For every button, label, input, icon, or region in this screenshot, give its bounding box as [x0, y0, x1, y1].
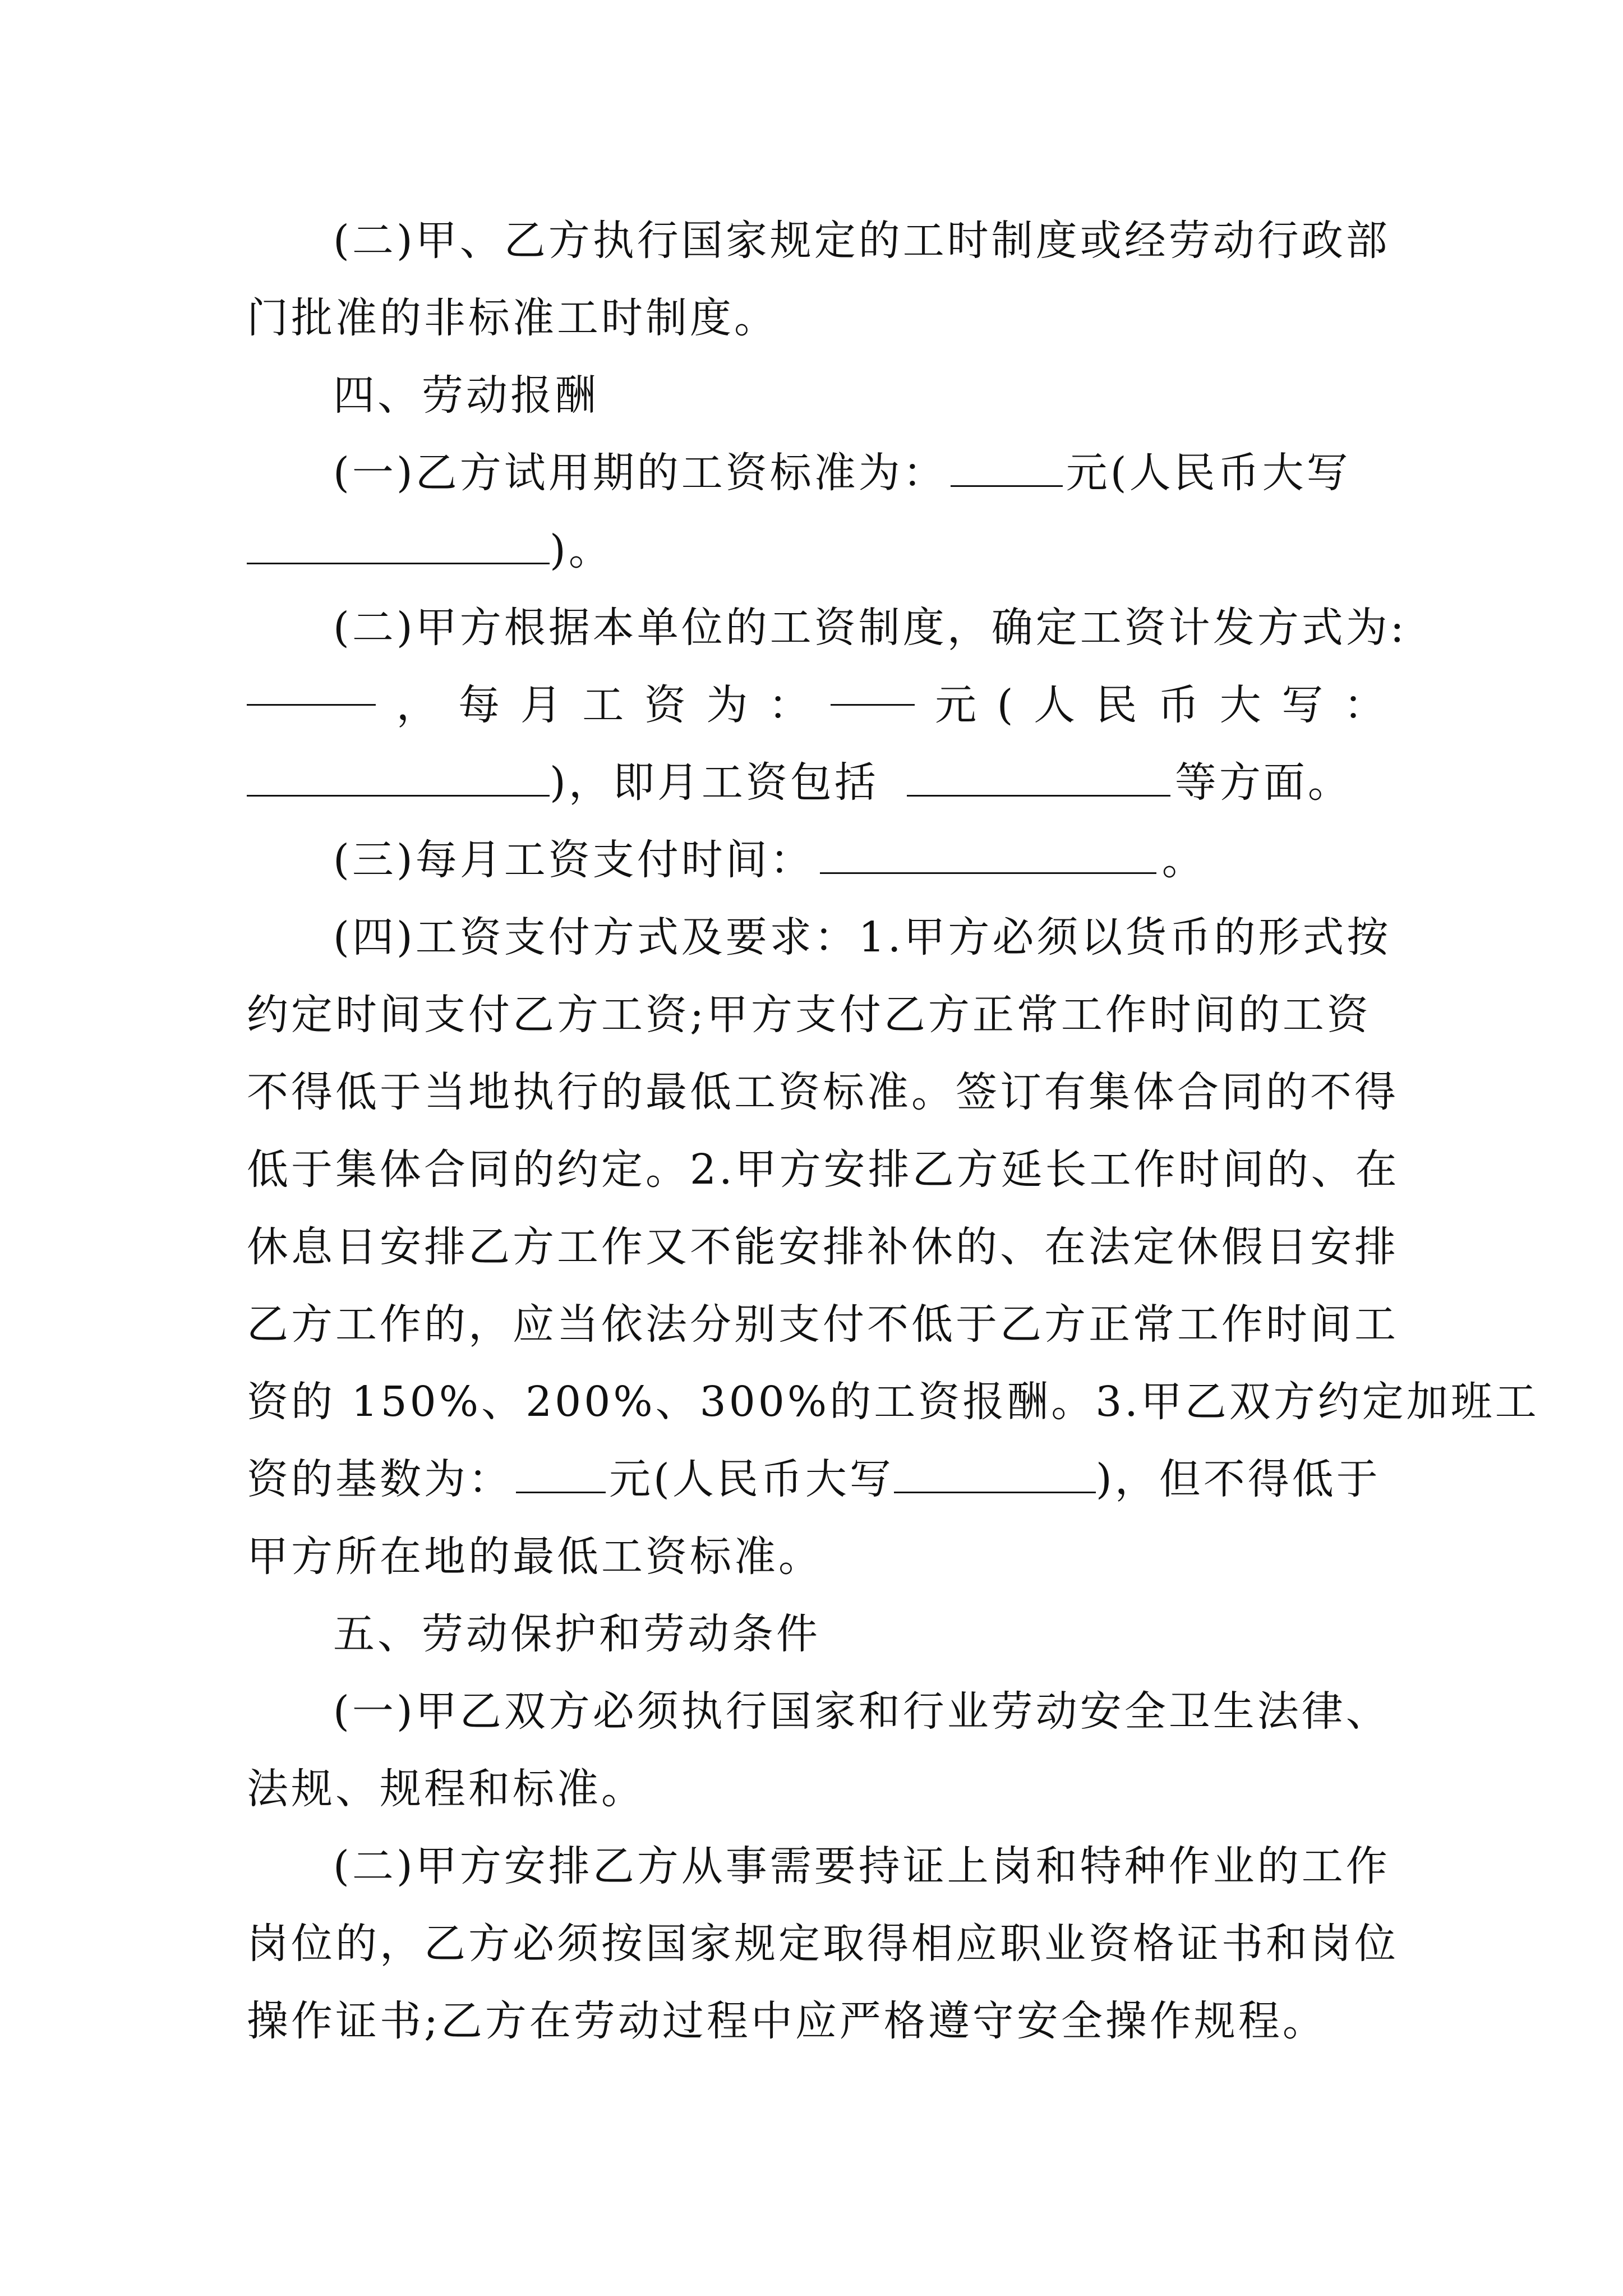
text-run: )。 — [550, 526, 613, 574]
paragraph-line — [247, 821, 1385, 899]
text-run: ： — [1343, 681, 1385, 729]
text-run: 元(人民币大写 — [1066, 449, 1351, 497]
text-run: ， — [396, 681, 438, 729]
justified-line — [247, 666, 1385, 744]
text-run: 写 — [1281, 681, 1324, 729]
text-run: 月 — [520, 681, 562, 729]
paragraph-line: 不得低于当地执行的最低工资标准。签订有集体合同的不得 — [247, 1068, 1399, 1116]
paragraph-line: 低于集体合同的约定。2.甲方安排乙方延长工作时间的、在 — [247, 1145, 1400, 1194]
paragraph-line: (二)甲方根据本单位的工资制度，确定工资计发方式为: — [333, 604, 1407, 652]
document-body — [247, 202, 1539, 2060]
paragraph-line: 乙方工作的，应当依法分别支付不低于乙方正常工作时间工 — [247, 1300, 1399, 1349]
fill-in-blank — [951, 448, 1063, 487]
fill-in-blank — [516, 1454, 606, 1493]
fill-in-blank — [247, 757, 550, 797]
text-run: )，即月工资包括 — [550, 758, 879, 807]
fill-in-blank — [247, 525, 550, 564]
text-run: (一)乙方试用期的工资标准为： — [333, 449, 947, 497]
fill-in-blank — [820, 835, 1156, 874]
paragraph-line: (二)甲、乙方执行国家规定的工时制度或经劳动行政部 — [333, 217, 1390, 265]
text-run: 为 — [706, 681, 748, 729]
text-run: 大 — [1219, 681, 1261, 729]
fill-in-blank — [831, 666, 915, 706]
fill-in-blank — [907, 757, 1170, 797]
text-run: 资 — [644, 681, 686, 729]
text-run: 资的基数为： — [247, 1455, 513, 1503]
text-run: 工 — [582, 681, 624, 729]
text-run: 元(人民币大写 — [609, 1455, 894, 1503]
text-run: 民 — [1095, 681, 1137, 729]
text-run: 。 — [1161, 836, 1206, 884]
paragraph-line — [247, 1441, 1385, 1518]
text-run: (三)每月工资支付时间： — [333, 836, 814, 884]
text-run: 等方面。 — [1174, 758, 1352, 807]
text-run: 币 — [1158, 681, 1200, 729]
paragraph-line: 岗位的，乙方必须按国家规定取得相应职业资格证书和岗位 — [247, 1920, 1399, 1968]
paragraph-line — [247, 744, 1385, 821]
text-run: 每 — [458, 681, 500, 729]
paragraph-line: 资的 150%、200%、300%的工资报酬。3.甲乙双方约定加班工 — [247, 1378, 1539, 1426]
paragraph-line: 法规、规程和标准。 — [247, 1765, 645, 1813]
paragraph-line: 门批准的非标准工时制度。 — [247, 294, 778, 342]
paragraph-line — [247, 434, 1385, 512]
paragraph-line: (一)甲乙双方必须执行国家和行业劳动安全卫生法律、 — [333, 1687, 1390, 1736]
text-run: 元 — [935, 681, 977, 729]
paragraph-line: 操作证书;乙方在劳动过程中应严格遵守安全操作规程。 — [247, 1997, 1327, 2045]
text-run: )，但不得低于 — [1095, 1455, 1381, 1503]
section-heading: 四、劳动报酬 — [333, 371, 599, 420]
text-run: ( — [997, 681, 1013, 729]
text-run: ： — [768, 681, 810, 729]
fill-in-blank — [894, 1454, 1096, 1493]
paragraph-line: 约定时间支付乙方工资;甲方支付乙方正常工作时间的工资 — [247, 991, 1371, 1039]
fill-in-blank — [247, 666, 376, 706]
paragraph-line: (四)工资支付方式及要求：1.甲方必须以货币的形式按 — [333, 913, 1391, 961]
paragraph-line: 甲方所在地的最低工资标准。 — [247, 1533, 823, 1581]
paragraph-line: 休息日安排乙方工作又不能安排补休的、在法定休假日安排 — [247, 1223, 1399, 1271]
section-heading: 五、劳动保护和劳动条件 — [333, 1610, 820, 1658]
paragraph-line — [247, 512, 1385, 589]
paragraph-line: (二)甲方安排乙方从事需要持证上岗和特种作业的工作 — [333, 1842, 1390, 1890]
text-run: 人 — [1034, 681, 1076, 729]
